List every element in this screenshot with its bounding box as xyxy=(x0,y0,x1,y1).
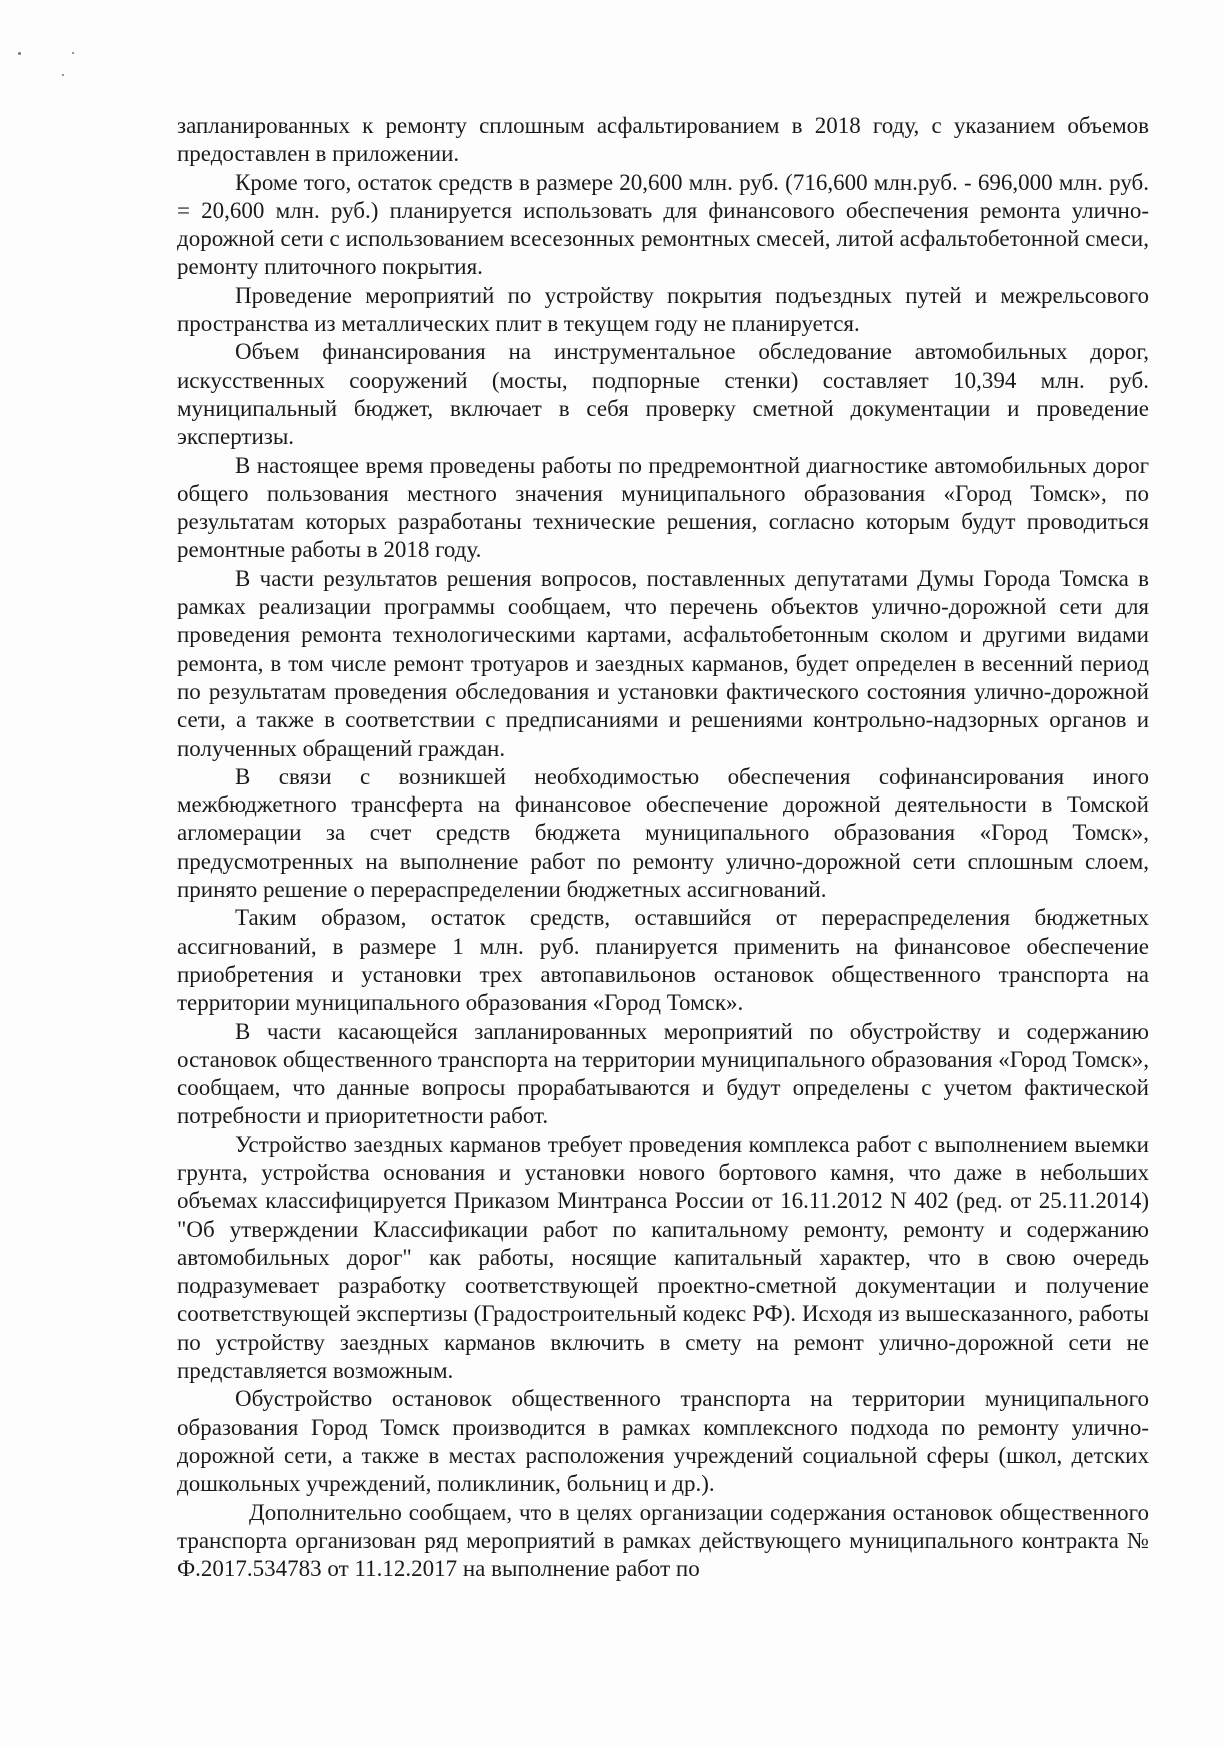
scan-speck xyxy=(18,52,21,55)
paragraph-stops-maintenance: В части касающейся запланированных мероприятий по обустройству и содержанию остановок общественного транспорта на территории муниципального образования «Город Томск», сообщаем, что данные вопросы прорабатываются и будут определены с учетом фактической потребности и приоритетности работ. xyxy=(177,1018,1149,1129)
paragraph-metal-plates: Проведение мероприятий по устройству покрытия подъездных путей и межрельсового пространства из металлических плит в текущем году не планируется. xyxy=(177,282,1149,337)
paragraph-stops-arrangement: Обустройство остановок общественного транспорта на территории муниципального образования Город Томск производится в рамках комплексного подхода по ремонту улично-дорожной сети, а также в местах расположения учреждений социальной сферы (школ, детских дошкольных учреждений, поликлиник, больниц и др.). xyxy=(177,1386,1149,1497)
paragraph-bus-pavilions: Таким образом, остаток средств, оставшийся от перераспределения бюджетных ассигнований, в размере 1 млн. руб. планируется применить на финансовое обеспечение приобретения и установки трех автопавильонов остановок общественного транспорта на территории муниципального образования «Город Томск». xyxy=(177,905,1149,1016)
letter-body xyxy=(177,112,1149,1583)
paragraph-continuation: запланированных к ремонту сплошным асфальтированием в 2018 году, с указанием объемов предоставлен в приложении. xyxy=(177,113,1149,167)
paragraph-deputies-questions: В части результатов решения вопросов, поставленных депутатами Думы Города Томска в рамках реализации программы сообщаем, что перечень объектов улично-дорожной сети для проведения ремонта технологическими картами, асфальтобетонным сколом и другими видами ремонта, в том числе ремонт тротуаров и заездных карманов, будет определен в весенний период по результатам проведения обследования и установки фактического состояния улично-дорожной сети, а также в соответствии с предписаниями и решениями контрольно-надзорных органов и полученных обращений граждан. xyxy=(177,565,1149,761)
paragraph-contract: Дополнительно сообщаем, что в целях организации содержания остановок общественного транспорта организован ряд мероприятий в рамках действующего муниципального контракта № Ф.2017.534783 от 11.12.2017 на выполнение работ по xyxy=(177,1499,1149,1582)
paragraph-bus-bays: Устройство заездных карманов требует проведения комплекса работ с выполнением выемки грунта, устройства основания и установки нового бортового камня, что даже в небольших объемах классифицируется Приказом Минтранса России от 16.11.2012 N 402 (ред. от 25.11.2014) "Об утверждении Классификации работ по капитальному ремонту, ремонту и содержанию автомобильных дорог" как работы, носящие капитальный характер, что в свою очередь подразумевает разработку соответствующей проектно-сметной документации и получение соответствующей экспертизы (Градостроительный кодекс РФ). Исходя из вышесказанного, работы по устройству заездных карманов включить в смету на ремонт улично-дорожной сети не представляется возможным. xyxy=(177,1131,1149,1384)
scan-speck xyxy=(72,52,74,54)
paragraph-remaining-funds: Кроме того, остаток средств в размере 20,600 млн. руб. (716,600 млн.руб. - 696,000 млн. руб. = 20,600 млн. руб.) планируется использовать для финансового обеспечения ремонта улично-дорожной сети с использованием всесезонных ремонтных смесей, литой асфальтобетонной смеси, ремонту плиточного покрытия. xyxy=(177,169,1149,280)
scan-speck xyxy=(62,74,64,76)
paragraph-inspection-funding: Объем финансирования на инструментальное обследование автомобильных дорог, искусственных сооружений (мосты, подпорные стенки) составляет 10,394 млн. руб. муниципальный бюджет, включает в себя проверку сметной документации и проведение экспертизы. xyxy=(177,339,1149,450)
paragraph-cofinancing: В связи с возникшей необходимостью обеспечения софинансирования иного межбюджетного трансферта на финансовое обеспечение дорожной деятельности в Томской агломерации за счет средств бюджета муниципального образования «Город Томск», предусмотренных на выполнение работ по ремонту улично-дорожной сети сплошным слоем, принято решение о перераспределении бюджетных ассигнований. xyxy=(177,763,1149,903)
paragraph-diagnostics: В настоящее время проведены работы по предремонтной диагностике автомобильных дорог общего пользования местного значения муниципального образования «Город Томск», по результатам которых разработаны технические решения, согласно которым будут проводиться ремонтные работы в 2018 году. xyxy=(177,452,1149,563)
